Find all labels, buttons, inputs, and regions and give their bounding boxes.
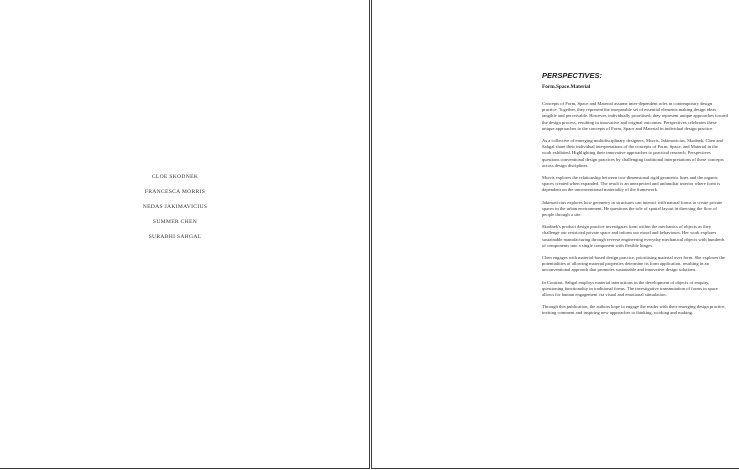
paragraph: Skodnek's product design practice investigates form within the mechanics of objects as they challenge our restricted private space and inform our mood and behaviours. Her work explores sustainable manufacturing through reverse engineering everyday mechanical objects with hundreds of components into a single component with flexible hinges.	[542, 224, 725, 248]
paragraph: Concepts of Form, Space and Material assume inter-dependent roles in contemporary design practice. Together, they represent the inseparable set of essential elements making design ideas tangible and perceivable. However, individually prioritised, they represent unique approaches toward the design process, resulting in innovative and original outcomes. Perspectives celebrates these unique approaches to the concepts of Form, Space and Material in individual design practice.	[542, 101, 728, 131]
paragraph: Through this publication, the authors hope to engage the reader with their emerging design practice, inviting comment and inspiring new approaches to thinking, working and making.	[542, 304, 726, 316]
paragraph: Morris explores the relationship between two-dimensional rigid geometric lines and the organic spaces created when expanded. The result is an unexpected and unfamiliar interior where form is dependent on the unconventional materiality of the framework.	[542, 175, 721, 193]
paragraph: As a collective of emerging multidisciplinary designers, Morris, Jakimavicius, Skodnek, Chen and Sahgal share their individual interpretations of the concepts of Form, Space, and Material in the work exhibited. Highlighting their innovative approaches to practical research, Perspectives questions conventional design practices by challenging traditional interpretations of these concepts across design disciplines.	[542, 138, 724, 168]
paragraph: Jakimavicius explores how geometry in structures can interact with natural forms to create private spaces in the urban environment. He questions the role of spatial layout in directing the flow of people through a site.	[542, 199, 723, 218]
author-name: NEDAS JAKIMAVICIUS	[142, 204, 208, 210]
author-name: CLOE SKODNEK	[151, 174, 199, 180]
essay-content	[542, 71, 728, 323]
right-page	[371, 0, 739, 469]
author-list	[120, 174, 230, 249]
paragraph: In Contrast, Sahgal employs material interactions in the development of objects of enquiry, questioning functionality in traditional forms. The investigative transmutation of forms in space allows for human engagement via visual and emotional stimulation.	[542, 279, 718, 298]
section-subtitle: Form.Space.Material	[542, 84, 591, 90]
paragraph: Chen engages with material-based design practice, prioritising material over form. She explores the potentialities of allowing material properties determine its form application, resulting in an unconventional approach that promotes sustainable and innovative design solutions.	[542, 255, 725, 273]
author-name: FRANCESCA MORRIS	[144, 189, 206, 195]
author-name: SURABHI SAHGAL	[148, 234, 202, 240]
left-page	[0, 0, 370, 469]
author-name: SUMMER CHEN	[152, 219, 198, 225]
section-title: PERSPECTIVES:	[542, 71, 603, 80]
